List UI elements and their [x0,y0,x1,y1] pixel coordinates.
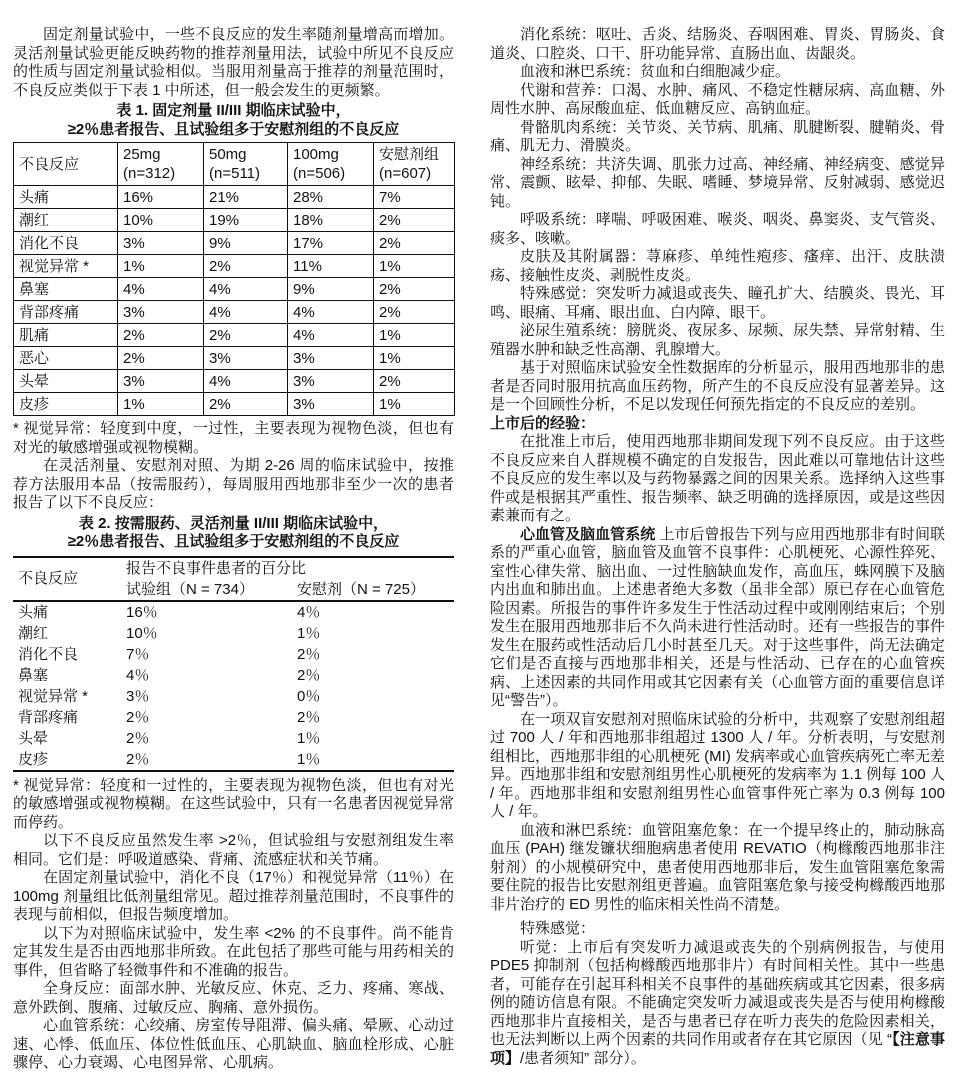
paragraph-special-senses: 特殊感觉：突发听力减退或丧失、瞳孔扩大、结膜炎、畏光、耳鸣、眼痛、耳痛、眼出血、白内障、眼干。 [490,285,945,321]
table2-body [13,601,454,771]
table-cell: 3% [118,301,204,324]
paragraph-mi-analysis: 在一项双盲安慰剂对照临床试验的分析中，共观察了安慰剂组超过 700 人 / 年和西地那非组超过 1300 人 / 年。分析表明，与安慰剂组相比，西地那非组的心肌梗死 (MI) 发病率或心血管疾病死亡率无差异。西地那非组和安慰剂组男性心肌梗死的发病率为 1.1 例每 100 人 / 年。西地那非组和安慰剂组男性心血管事件死亡率为 0.3 例每 100 人 / 年。 [490,710,945,820]
table2-header-percent-span: 报告不良事件患者的百分比 [126,559,307,577]
table1-footnote: * 视觉异常：轻度到中度，一过性，主要表现为视物色淡，但也有对光的敏感增强或视物模糊。 [13,420,454,456]
table-row [14,324,455,347]
table-cell: 16％ [126,603,158,621]
table-cell: 2% [374,232,455,255]
table-cell: 2% [204,255,288,278]
table-cell: 16% [118,186,204,209]
table-cell: 4% [118,278,204,301]
table-cell: 9% [204,232,288,255]
table-cell: 2％ [297,645,321,663]
table-cell: 3% [288,393,374,416]
table-row [14,393,455,416]
table-cell: 头痛 [18,603,49,621]
table-cell: 头晕 [18,729,49,747]
table-cell: 1% [374,324,455,347]
table-cell: 肌痛 [14,324,118,347]
table2-caption-line1: 表 2. 按需服药、灵活剂量 II/III 期临床试验中， [78,514,389,532]
table-row [13,728,454,749]
paragraph-fixed-dose-trials: 在固定剂量试验中，消化不良（17％）和视觉异常（11％）在100mg 剂量组比低剂量组常见。超过推荐剂量范围时，不良事件的表现与前相似，但报告频度增加。 [13,869,454,923]
hearing-text-post: /患者须知” 部分）。 [520,1049,646,1067]
table-cell: 4% [288,301,374,324]
paragraph-digestive-system: 消化系统：呕吐、舌炎、结肠炎、吞咽困难、胃炎、胃肠炎、食道炎、口腔炎、口干、肝功能异常、直肠出血、齿龈炎。 [490,26,945,62]
adverse-reactions-table-2 [13,556,454,772]
heading-postmarketing-experience: 上市后的经验： [490,414,596,432]
precautions-bold-reference: 【注意事项】 [490,1031,945,1067]
table2-header-trial-group: 试验组（N = 734） [126,579,297,601]
table-cell: 17% [288,232,374,255]
table-cell: 3％ [126,687,150,705]
left-column [13,26,454,1073]
table-cell: 2％ [297,708,321,726]
table2-header [13,557,454,601]
table1-header [14,143,455,186]
table-cell: 1％ [297,750,321,768]
table1-header-100mg: 100mg (n=506) [288,143,374,186]
cardio-cerebrovascular-text: 上市后曾报告下列与应用西地那非有时间联系的严重心血管，脑血管及血管不良事件：心肌梗死、心源性猝死、室性心律失常、脑出血、一过性脑缺血发作，高血压，蛛网膜下及脑内出血和肺出血。上述患者绝大多数（虽非全部）原已存在心血管危险因素。所报告的事件许多发生于性活动过程中或刚刚结束后；个别发生在服用西地那非后不久尚未进行性活动时。还有一些报告的事件发生在服药或性活动后几小时甚至几天。对于这些事件，尚无法确定它们是否直接与西地那非相关，还是与性活动、已存在的心血管疾病、上述因素的共同作用或其它因素有关（心血管方面的重要信息详见“警告”）。 [490,525,945,709]
adverse-reactions-table-1 [13,142,455,416]
paragraph-database-analysis: 基于对照临床试验安全性数据库的分析显示，服用西地那非的患者是否同时服用抗高血压药物，所产生的不良反应没有显著差异。这是一个回顾性分析，不足以发现任何预先指定的不良反应的差别。 [490,359,945,413]
table-cell: 2% [374,370,455,393]
table-row [14,186,455,209]
table-row [14,278,455,301]
table-row [14,370,455,393]
table-row [14,232,455,255]
table-cell: 1% [118,255,204,278]
table-cell: 9% [288,278,374,301]
table-cell: 10% [118,209,204,232]
table-cell: 1% [374,347,455,370]
paragraph-same-rate: 以下不良反应虽然发生率 >2％，但试验组与安慰剂组发生率相同。它们是：呼吸道感染、背痛、流感症状和关节痛。 [13,832,454,868]
table-cell: 视觉异常 * [18,687,89,705]
paragraph-flexible-dose: 在灵活剂量、安慰剂对照、为期 2-26 周的临床试验中，按推荐方法服用本品（按需服药），每周服用西地那非至少一次的患者报告了以下不良反应： [13,457,454,511]
table2-header-placebo-group: 安慰剂（N = 725） [297,579,454,601]
table1-caption-line1: 表 1. 固定剂量 II/III 期临床试验中， [116,102,351,119]
table-cell: 鼻塞 [14,278,118,301]
table-cell: 3% [288,347,374,370]
table-row [13,623,454,644]
table-row [13,686,454,707]
table-row [14,301,455,324]
cardio-cerebrovascular-bold-lead: 心血管及脑血管系统 [520,525,656,543]
table-cell: 11% [288,255,374,278]
table-cell: 2% [204,393,288,416]
table2-caption-line2: ≥2％患者报告、且试验组多于安慰剂组的不良反应 [67,533,400,550]
paragraph-hemic-lymphatic-system: 血液和淋巴系统：贫血和白细胞减少症。 [520,63,791,80]
table-row [14,347,455,370]
table-cell: 2％ [126,729,150,747]
paragraph-metabolic-nutrition: 代谢和营养：口渴、水肿、痛风、不稳定性糖尿病、高血糖、外周性水肿、高尿酸血症、低血糖反应、高钠血症。 [490,81,945,117]
table-cell: 1％ [297,624,321,642]
table-cell: 消化不良 [14,232,118,255]
table1-caption-line2: ≥2％患者报告、且试验组多于安慰剂组的不良反应 [67,120,400,138]
table-cell: 4% [204,301,288,324]
table-cell: 3% [204,347,288,370]
table2-header-adverse-reaction: 不良反应 [13,557,126,601]
table-cell: 21% [204,186,288,209]
table-cell: 头晕 [14,370,118,393]
paragraph-cardio-cerebrovascular [490,526,945,711]
table-cell: 2％ [297,666,321,684]
right-column [490,26,945,1068]
paragraph-systemic-reactions: 全身反应：面部水肿、光敏反应、休克、乏力、疼痛、寒战、意外跌倒、腹痛、过敏反应、胸痛、意外损伤。 [13,980,454,1016]
table-cell: 2% [374,278,455,301]
table1-header-adverse-reaction: 不良反应 [14,143,118,186]
table-cell: 2％ [126,750,150,768]
table1-header-25mg: 25mg (n=312) [118,143,204,186]
paragraph-urogenital-system: 泌尿生殖系统：膀胱炎、夜尿多、尿频、尿失禁、异常射精、生殖器水肿和缺乏性高潮、乳腺增大。 [490,322,945,358]
paragraph-vasoocclusive-crisis: 血液和淋巴系统：血管阻塞危象：在一个提早终止的，肺动脉高血压 (PAH) 继发镰状细胞病患者使用 REVATIO（枸橼酸西地那非注射剂）的小规模研究中，患者使用西地那非后，发生血管阻塞危象需要住院的报告比安慰剂组更普遍。血管阻塞危象与接受枸橼酸西地那非片治疗的 ED 男性的临床相关性尚不清楚。 [490,821,945,913]
table-cell: 1％ [297,729,321,747]
table-cell: 2% [118,347,204,370]
table-cell: 背部疼痛 [14,301,118,324]
paragraph-nervous-system: 神经系统：共济失调、肌张力过高、神经痛、神经病变、感觉异常、震颤、眩晕、抑郁、失眠、嗜睡、梦境异常、反射减弱、感觉迟钝。 [490,155,945,210]
paragraph-skin-appendages: 皮肤及其附属器：荨麻疹、单纯性疱疹、瘙痒、出汗、皮肤溃疡、接触性皮炎、剥脱性皮炎。 [490,248,945,284]
table-cell: 19% [204,209,288,232]
table-cell: 4％ [126,666,150,684]
table-header-row [13,557,454,579]
table1-header-50mg: 50mg (n=511) [204,143,288,186]
table-cell: 恶心 [14,347,118,370]
table-cell: 7％ [126,645,150,663]
table-cell: 3% [118,232,204,255]
table-cell: 3% [118,370,204,393]
table-cell: 1% [118,393,204,416]
table-cell: 28% [288,186,374,209]
table-cell: 2% [118,324,204,347]
paragraph-cardiovascular-system: 心血管系统：心绞痛、房室传导阻滞、偏头痛、晕厥、心动过速、心悸、低血压、体位性低血压、心肌缺血、脑血栓形成、心脏骤停、心力衰竭、心电图异常、心肌病。 [13,1017,454,1071]
table1-body [14,186,455,416]
heading-special-senses-postmarket: 特殊感觉： [520,920,596,937]
table-cell: 1% [374,255,455,278]
table-cell: 皮疹 [14,393,118,416]
table-cell: 潮红 [18,624,49,642]
table-row [14,255,455,278]
table-cell: 7% [374,186,455,209]
table-row [13,665,454,686]
table-cell: 4％ [297,603,321,621]
table-cell: 4% [288,324,374,347]
table-cell: 2% [204,324,288,347]
table-cell: 10％ [126,624,158,642]
table-cell: 背部疼痛 [18,708,79,726]
table-cell: 鼻塞 [18,666,49,684]
paragraph-respiratory-system: 呼吸系统：哮喘、呼吸困难、喉炎、咽炎、鼻窦炎、支气管炎、痰多、咳嗽。 [490,211,945,247]
table-cell: 2% [374,209,455,232]
paragraph-intro: 固定剂量试验中，一些不良反应的发生率随剂量增高而增加。灵活剂量试验更能反映药物的推荐剂量用法，试验中所见不良反应的性质与固定剂量试验相似。当服用剂量高于推荐的剂量范围时，不良反应类似于下表 1 中所述，但一般会发生的更频繁。 [13,26,454,99]
table-header-row [14,143,455,186]
table-cell: 0％ [297,687,321,705]
paragraph-postmarketing: 在批准上市后，使用西地那非期间发现下列不良反应。由于这些不良反应来自人群规模不确定的自发报告，因此难以可靠地估计这些不良反应的发生率以及与药物暴露之间的因果关系。选择纳入这些事件或是根据其严重性、报告频率、缺乏明确的选择原因，或是这些因素兼而有之。 [490,433,945,524]
table-cell: 皮疹 [18,750,49,768]
table-cell: 4% [204,278,288,301]
table-row [14,209,455,232]
table-cell: 2% [374,301,455,324]
table-cell: 1% [374,393,455,416]
table-row [13,707,454,728]
paragraph-musculoskeletal-system: 骨骼肌肉系统：关节炎、关节病、肌痛、肌腱断裂、腱鞘炎、骨痛、肌无力、滑膜炎。 [490,118,945,154]
table-cell: 3% [288,370,374,393]
table1-header-placebo: 安慰剂组 (n=607) [374,143,455,186]
table-cell: 视觉异常 * [14,255,118,278]
table2-footnote: * 视觉异常：轻度和一过性的，主要表现为视物色淡，但也有对光的敏感增强或视物模糊。在这些试验中，只有一名患者因视觉异常而停药。 [13,776,454,831]
table-row [13,749,454,771]
hearing-text-pre: 听觉：上市后有突发听力减退或丧失的个别病例报告，与使用 PDE5 抑制剂（包括枸橼酸西地那非片）有时间相关性。其中一些患者，可能存在引起耳科相关不良事件的基础疾病或其它因素，很多病例的随访信息有限。不能确定突发听力减退或丧失是否与使用枸橼酸西地那非片直接相关，是否与患者已存在听力丧失的危险因素相关，也无法判断以上两个因素的共同作用或者存在其它原因（见 “ [490,938,945,1048]
table-cell: 4% [204,370,288,393]
table-cell: 潮红 [14,209,118,232]
paragraph-hearing [490,939,945,1069]
paragraph-under-2-percent: 以下为对照临床试验中，发生率 <2% 的不良事件。尚不能肯定其发生是否由西地那非所致。在此包括了那些可能与用药相关的事件，但省略了轻微事件和不准确的报告。 [13,924,454,979]
table-cell: 消化不良 [18,645,79,663]
table-row [13,644,454,665]
table-cell: 2％ [126,708,150,726]
table-cell: 18% [288,209,374,232]
table-cell: 头痛 [14,186,118,209]
table-row [13,601,454,623]
